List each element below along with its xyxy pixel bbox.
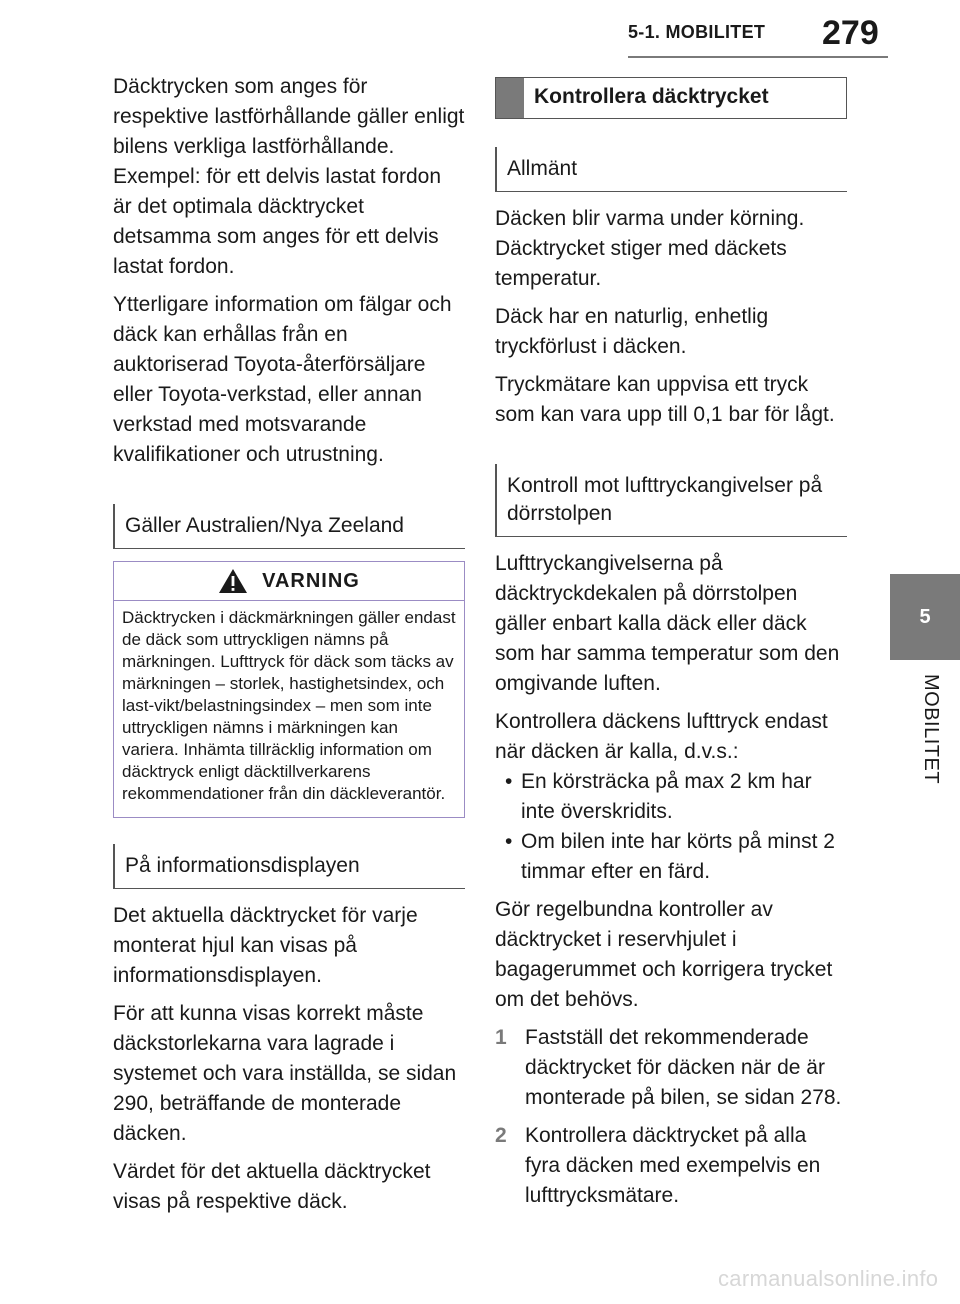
subheading: På informationsdisplayen — [113, 844, 465, 889]
step-text: Fastställ det rekommenderade däcktrycket för däcken när de är monterade på bilen, se sidan 278. — [525, 1026, 842, 1109]
warning-triangle-icon — [218, 568, 248, 594]
section-heading-text: Kontrollera däcktrycket — [534, 85, 769, 108]
step-number: 2 — [495, 1124, 507, 1147]
step-item — [495, 1121, 847, 1211]
paragraph: Kontrollera däckens lufttryck endast när däcken är kalla, d.v.s.: — [495, 710, 828, 763]
section-heading — [495, 77, 847, 119]
paragraph: Däcken blir varma under körning. Däcktrycket stiger med däckets temperatur. — [495, 207, 805, 290]
paragraph: Tryckmätare kan uppvisa ett tryck som kan vara upp till 0,1 bar för lågt. — [495, 373, 835, 426]
subheading: Gäller Australien/Nya Zeeland — [113, 504, 465, 549]
list-item — [495, 827, 847, 887]
section-title: 5-1. MOBILITET — [628, 22, 766, 42]
right-column — [495, 77, 847, 1219]
subheading: Allmänt — [495, 147, 847, 192]
heading-marker — [496, 78, 524, 118]
watermark: carmanualsonline.info — [718, 1266, 939, 1291]
paragraph: Däcktrycken som anges för respektive lastförhållande gäller enligt bilens verkliga lastförhållande. Exempel: för ett delvis lastat fordon är det optimala däcktrycket detsamma som anges för ett delvis lastat fordon. — [113, 75, 465, 278]
paragraph: Gör regelbundna kontroller av däcktrycket i reservhjulet i bagagerummet och korrigera trycket om det behövs. — [495, 898, 833, 1011]
bullet-dot: • — [505, 830, 513, 853]
paragraph: Värdet för det aktuella däcktrycket visas på respektive däck. — [113, 1160, 431, 1213]
warning-text: Däcktrycken i däckmärkningen gäller endast de däck som uttryckligen nämns på märkningen. Lufttryck för däck som täcks av märkningen – storlek, hastighetsindex, och last-vikt/belastningsindex – men som inte uttryckligen nämns i märkningen kan variera. Inhämta tillräcklig information om däcktryck enligt däcktillverkarens rekommendationer från din däckleverantör. — [122, 608, 456, 803]
paragraph: Lufttryckangivelserna på däcktryckdekalen på dörrstolpen gäller enbart kalla däck eller däck som har samma temperatur som den omgivande luften. — [495, 552, 840, 695]
bullet-dot: • — [505, 770, 513, 793]
paragraph: Det aktuella däcktrycket för varje monterat hjul kan visas på informationsdisplayen. — [113, 904, 418, 987]
subheading: Kontroll mot lufttryckangivelser på dörrstolpen — [495, 464, 847, 537]
paragraph: Ytterligare information om fälgar och däck kan erhållas från en auktoriserad Toyota-återförsäljare eller Toyota-verkstad, eller annan verkstad med motsvarande kvalifikationer och utrustning. — [113, 293, 452, 466]
page-number: 279 — [822, 14, 879, 52]
chapter-number: 5 — [919, 605, 931, 628]
paragraph: För att kunna visas korrekt måste däckstorlekarna vara lagrade i systemet och vara inställda, se sidan 290, beträffande de monterade däcken. — [113, 1002, 457, 1145]
step-number: 1 — [495, 1026, 507, 1049]
chapter-tab — [890, 574, 960, 660]
list-item — [495, 767, 847, 827]
chapter-label: MOBILITET — [920, 674, 942, 785]
header-rule — [628, 56, 888, 58]
warning-box — [113, 561, 465, 818]
warning-title — [114, 562, 464, 601]
list-item-text: Om bilen inte har körts på minst 2 timmar efter en färd. — [521, 830, 835, 883]
left-column — [113, 72, 465, 1225]
step-text: Kontrollera däcktrycket på alla fyra däcken med exempelvis en lufttrycksmätare. — [525, 1124, 821, 1207]
warning-title-text: VARNING — [262, 569, 360, 592]
list-item-text: En körsträcka på max 2 km har inte överskridits. — [521, 770, 812, 823]
paragraph: Däck har en naturlig, enhetlig tryckförlust i däcken. — [495, 305, 769, 358]
step-item — [495, 1023, 847, 1113]
